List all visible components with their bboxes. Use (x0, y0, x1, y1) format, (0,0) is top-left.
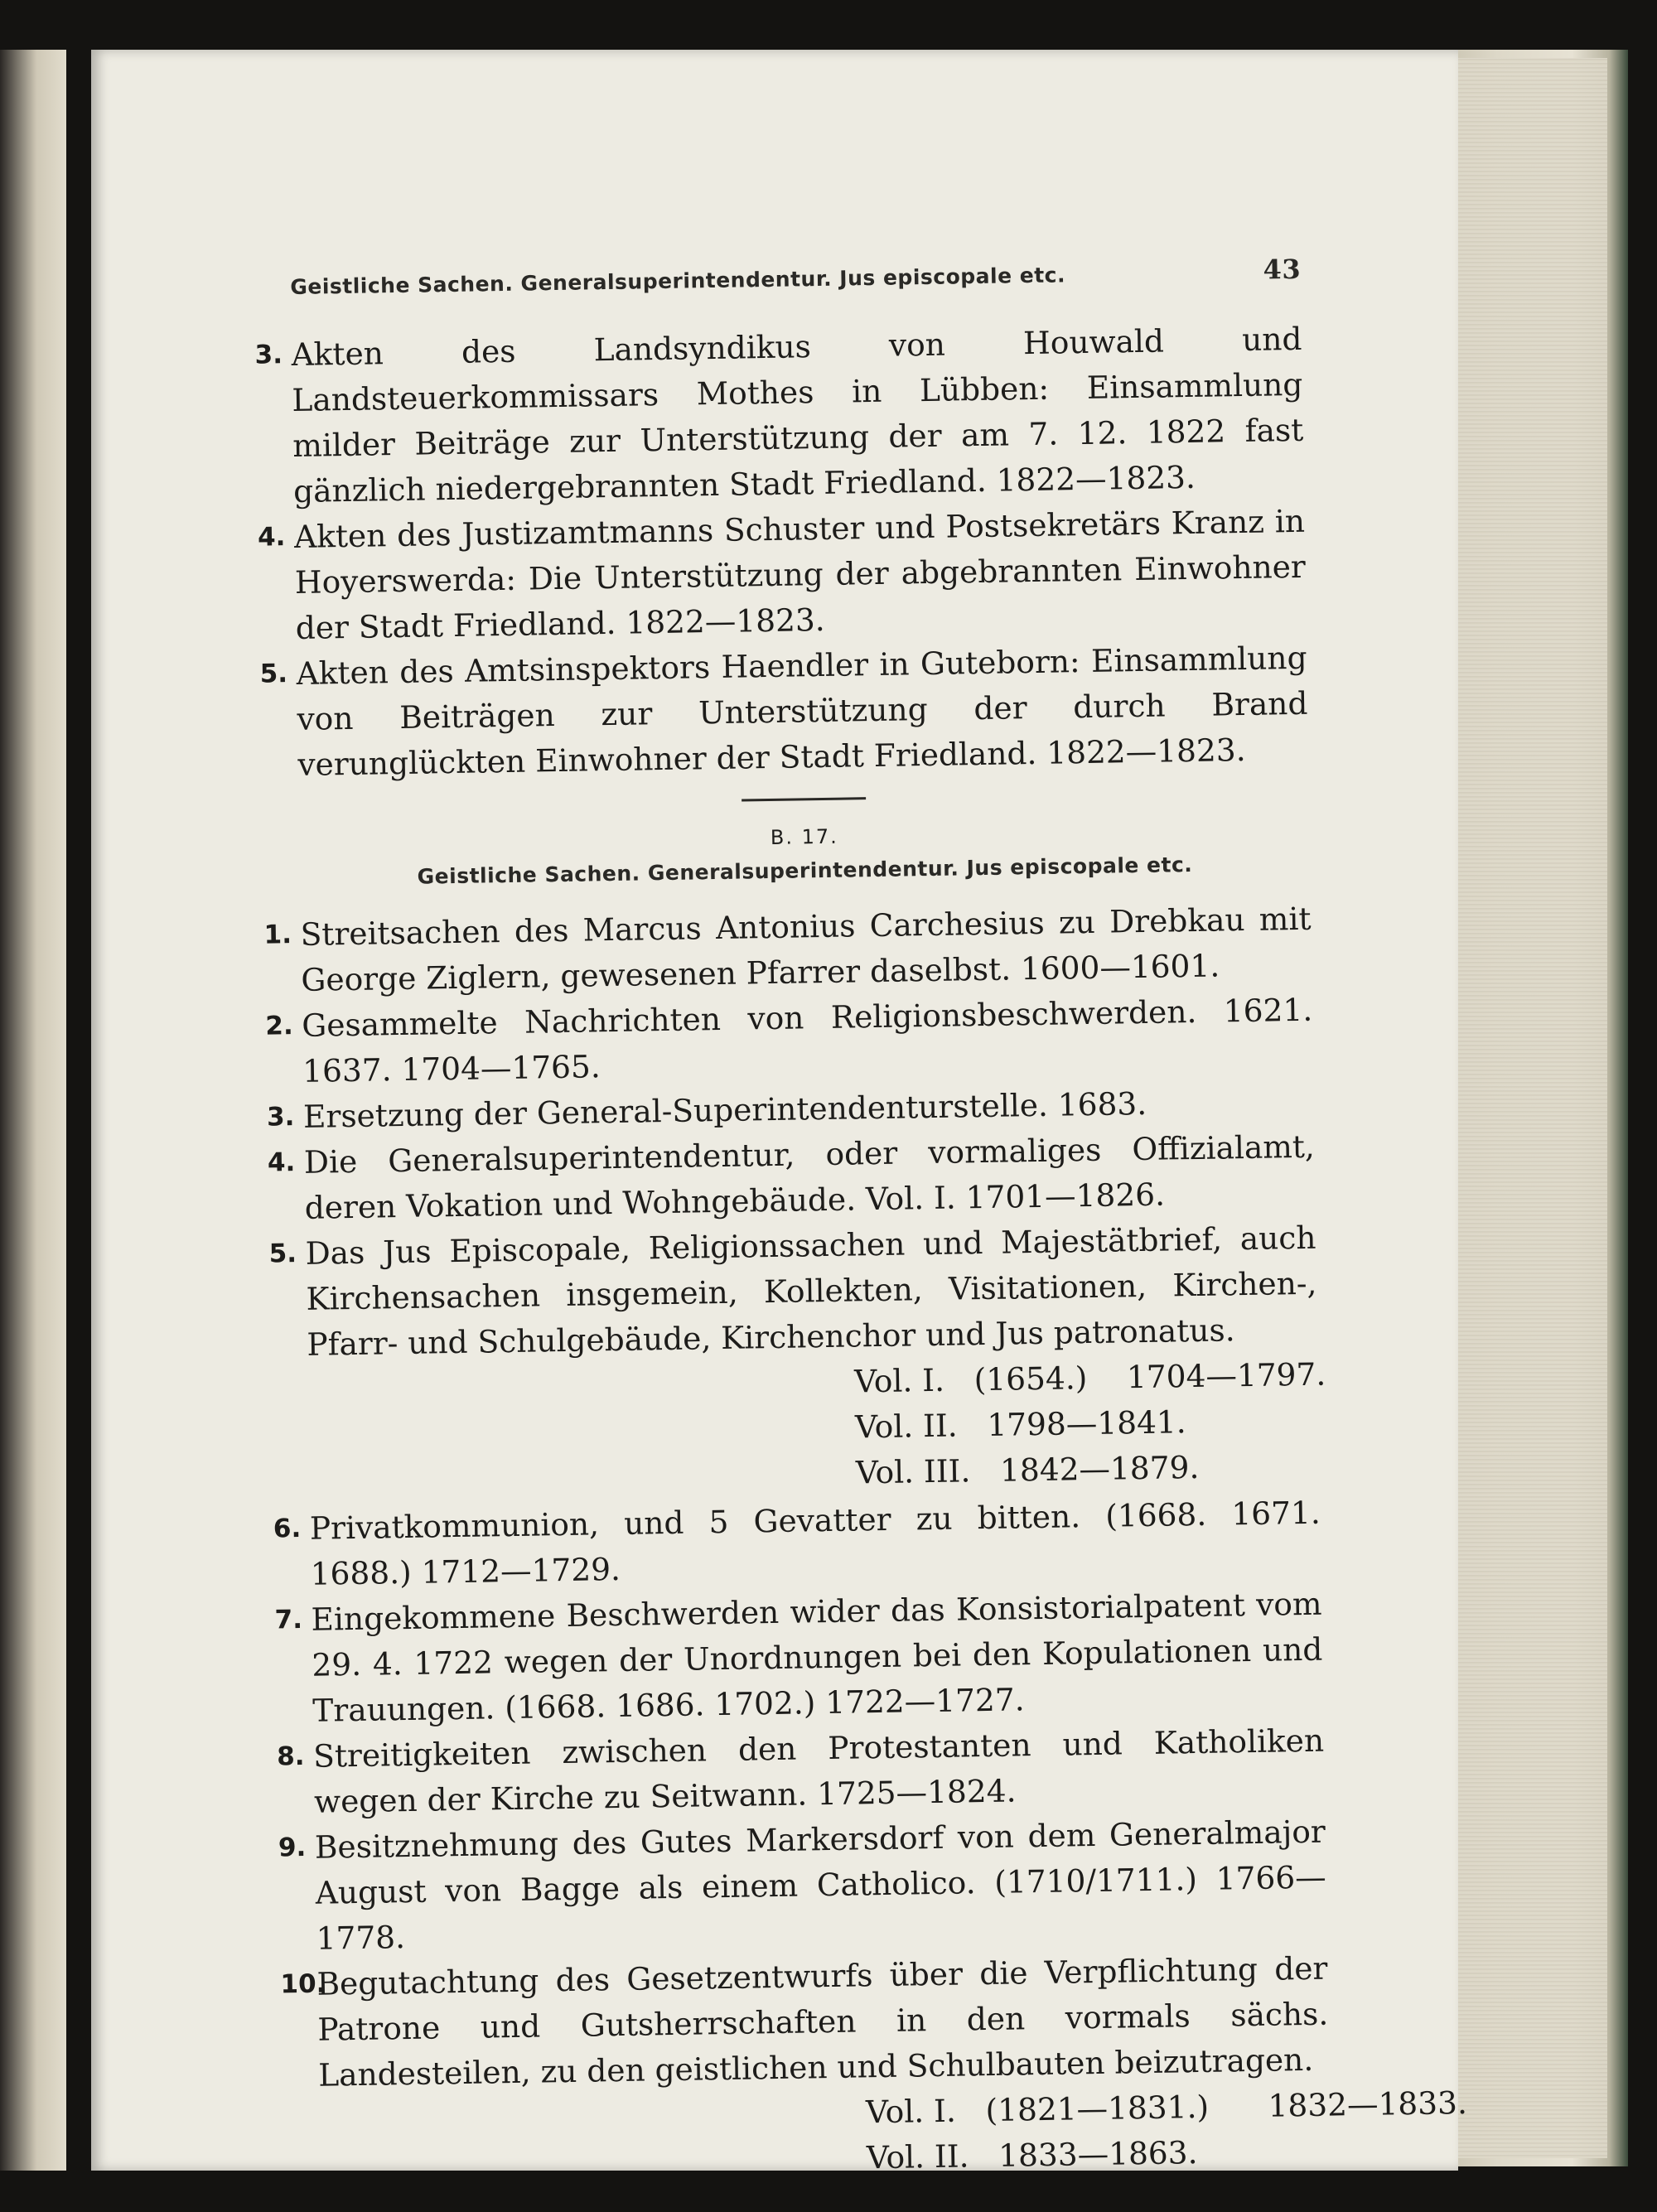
entry-a-5 (259, 635, 1308, 788)
entry-number: 9. (278, 1832, 307, 1863)
entry-b-4 (267, 1124, 1316, 1231)
entry-text: Das Jus Episcopale, Religionssachen und Majestätbrief, auch Kirchensachen insgemein, Kollekten, Visitationen, Kirchen-, Pfarr- und Schulgebäude, Kirchenchor und Jus patronatus. (305, 1219, 1317, 1363)
volume-line: Vol. I. (1654.) 1704—1797. (853, 1355, 1326, 1400)
entry-text: Streitsachen des Marcus Antonius Carchesius zu Drebkau mit George Ziglern, gewesenen Pfarrer daselbst. 1600—1601. (300, 900, 1312, 998)
book-page (91, 50, 1468, 2176)
section-heading: Geistliche Sachen. Generalsuperintendentur. Jus episcopale etc. (417, 852, 1193, 889)
entry-b-9 (278, 1809, 1326, 1962)
entry-b-1 (263, 896, 1312, 1003)
entry-number: 3. (254, 340, 283, 370)
entry-number: 5. (259, 659, 288, 689)
entry-text: Akten des Landsyndikus von Houwald und Landsteuerkommissars Mothes in Lübben: Einsammlung milder Beiträge zur Unterstützung der am 7. 12. 1822 fast gänzlich niedergebrannten Stadt Friedland. 1822—1823. (291, 320, 1304, 510)
entry-text: Ersetzung der General-Superintendenturstelle. 1683. (302, 1084, 1147, 1135)
entry-text: Eingekommene Beschwerden wider das Konsistorialpatent vom 29. 4. 1722 wegen der Unordnungen bei den Kopulationen und Trauungen. (1668. 1686. 1702.) 1722—1727. (311, 1585, 1323, 1729)
entry-b-10 (280, 1946, 1329, 2099)
entry-b-8 (276, 1718, 1326, 1825)
entry-text: Besitznehmung des Gutes Markersdorf von dem Generalmajor August von Bagge als einem Catholico. (1710/1711.) 1766—1778. (314, 1813, 1326, 1957)
volume-line: Vol. II. 1798—1841. (854, 1403, 1186, 1446)
page-number: 43 (1263, 253, 1302, 286)
entry-a-3 (254, 316, 1304, 514)
entry-text: Akten des Justizamtmanns Schuster und Postsekretärs Kranz in Hoyerswerda: Die Unterstützung der abgebrannten Einwohner der Stadt Friedland. 1822—1823. (293, 502, 1307, 646)
entry-b-6 (273, 1490, 1321, 1597)
entry-number: 7. (274, 1604, 303, 1635)
running-head (290, 254, 1301, 301)
entry-number: 2. (265, 1011, 293, 1041)
entry-b-7 (274, 1582, 1323, 1734)
entry-number: 5. (268, 1239, 297, 1269)
entry-b-2 (265, 988, 1314, 1094)
entry-number: 4. (267, 1147, 296, 1178)
entry-number: 6. (273, 1513, 302, 1544)
entry-number: 4. (257, 522, 286, 553)
volume-line: Vol. II. 1833—1863. (866, 2134, 1198, 2176)
entry-text: Privatkommunion, und 5 Gevatter zu bitten. (1668. 1671. 1688.) 1712—1729. (309, 1494, 1321, 1592)
entry-text: Gesammelte Nachrichten von Religionsbeschwerden. 1621. 1637. 1704—1765. (301, 991, 1313, 1089)
volume-line: Vol. I. (1821—1831.) 1832—1833. (865, 2084, 1468, 2131)
page-stack-edges (1454, 58, 1607, 2158)
left-page-edge (0, 50, 66, 2171)
entry-number: 8. (276, 1741, 305, 1772)
entry-b-5 (268, 1215, 1317, 1368)
entry-text: Streitigkeiten zwischen den Protestanten und Katholiken wegen der Kirche zu Seitwann. 1725—1824. (312, 1722, 1325, 1820)
entry-number: 10. (280, 1968, 326, 2000)
page-content (254, 253, 1468, 2190)
running-head-title: Geistliche Sachen. Generalsuperintendentur. Jus episcopale etc. (290, 263, 1066, 299)
section-divider (742, 797, 866, 801)
entry-text: Die Generalsuperintendentur, oder vormaliges Offizialamt, deren Vokation und Wohngebäude. Vol. I. 1701—1826. (303, 1128, 1316, 1226)
entry-text: Akten des Amtsinspektors Haendler in Guteborn: Einsammlung von Beiträgen zur Unterstützung der durch Brand verunglückten Einwohner der Stadt Friedland. 1822—1823. (296, 639, 1308, 783)
section-mark: B. 17. (770, 824, 838, 849)
entry-number: 3. (266, 1102, 295, 1133)
entry-text: Begutachtung des Gesetzentwurfs über die Verpflichtung der Patrone und Gutsherrschaften in den vormals sächs. Landesteilen, zu den geistlichen und Schulbauten beizutragen. (316, 1949, 1329, 2094)
entry-a-4 (257, 499, 1307, 651)
entry-number: 1. (263, 920, 292, 950)
volume-line: Vol. III. 1842—1879. (855, 1448, 1200, 1491)
